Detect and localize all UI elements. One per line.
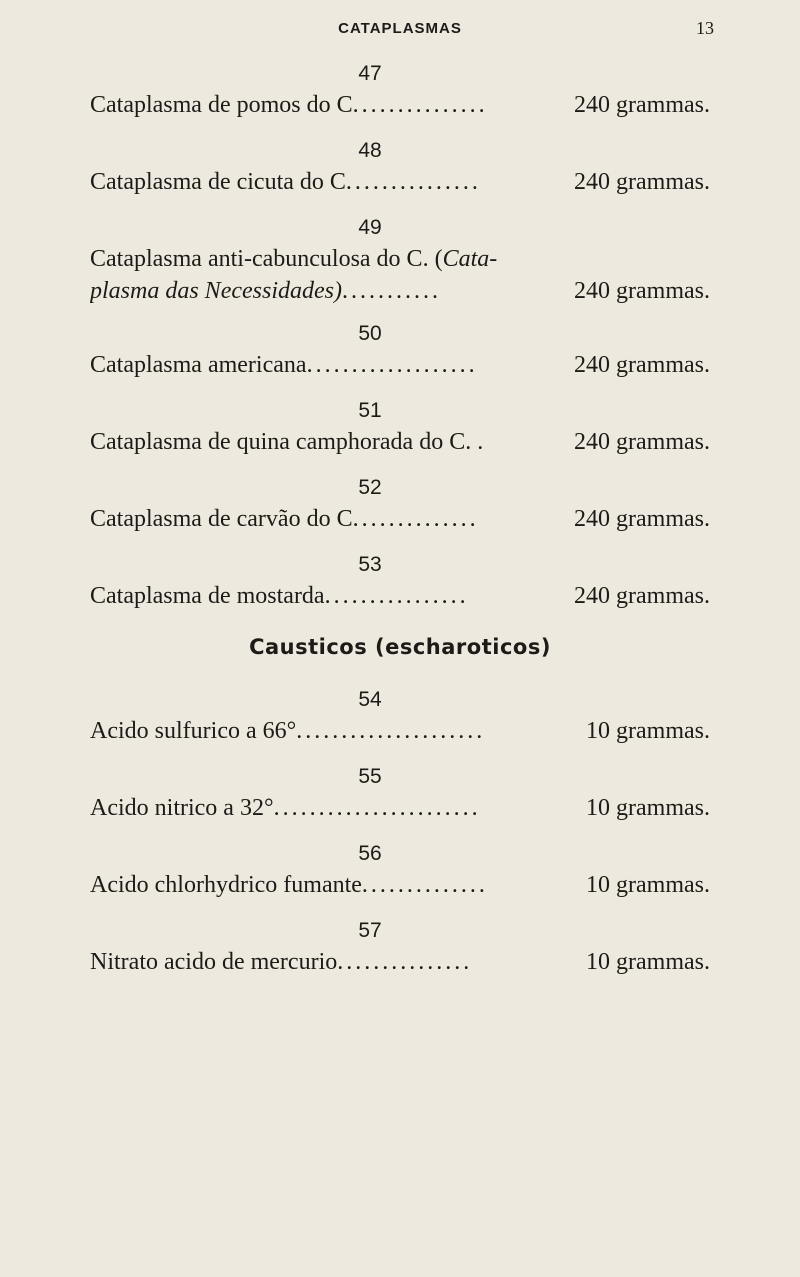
page-number: 13 (696, 18, 714, 38)
recipe-line (90, 352, 710, 386)
section-heading: Causticos (escharoticos) (249, 635, 551, 659)
recipe-entry (90, 399, 710, 476)
recipe-name: Cataplasma de cicuta do C (90, 169, 346, 195)
leader-dots: ............... (352, 92, 488, 118)
recipe-number: 47 (358, 62, 382, 85)
leader-dots: .............. (361, 872, 488, 898)
recipe-quantity: 10 grammas. (586, 949, 710, 975)
recipe-quantity: 10 grammas. (586, 718, 710, 744)
recipe-quantity: 240 grammas. (574, 278, 710, 304)
recipe-quantity: 240 grammas. (574, 169, 710, 195)
recipe-name: Nitrato acido de mercurio (90, 949, 338, 975)
recipe-number: 51 (358, 399, 382, 422)
recipe-name: Cataplasma de carvão do C (90, 506, 353, 532)
recipe-line (90, 949, 710, 983)
recipe-number: 55 (358, 765, 382, 788)
recipe-line (90, 278, 710, 312)
leader-dots: ................... (306, 352, 478, 378)
recipe-number: 53 (358, 553, 382, 576)
recipe-name: Acido nitrico a 32° (90, 795, 274, 821)
recipe-number: 48 (358, 139, 382, 162)
recipe-entry (90, 919, 710, 996)
recipe-number: 54 (358, 688, 382, 711)
recipe-name: Acido chlorhydrico fumante (90, 872, 362, 898)
recipe-line (90, 718, 710, 752)
leader-dots: ................ (324, 583, 469, 609)
running-title: CATAPLASMAS (338, 20, 462, 37)
leader-dots: ............... (345, 169, 481, 195)
recipe-entry (90, 216, 710, 322)
leader-dots: ........... (341, 278, 441, 304)
recipe-line (90, 169, 710, 203)
recipe-entry (90, 476, 710, 553)
recipe-number: 56 (358, 842, 382, 865)
recipe-number: 57 (358, 919, 382, 942)
recipe-number: 52 (358, 476, 382, 499)
leader-dots: ....................... (273, 795, 481, 821)
recipe-quantity: 240 grammas. (574, 583, 710, 609)
recipe-list (90, 62, 710, 996)
recipe-entry (90, 322, 710, 399)
recipe-entry (90, 765, 710, 842)
recipe-quantity: 240 grammas. (574, 92, 710, 118)
recipe-line (90, 429, 710, 463)
recipe-name: Cataplasma americana (90, 352, 307, 378)
leader-dots: .............. (352, 506, 479, 532)
recipe-entry (90, 139, 710, 216)
recipe-name: Cataplasma anti-cabunculosa do C. ( (90, 246, 443, 272)
recipe-quantity: 240 grammas. (574, 429, 710, 455)
recipe-line (90, 583, 710, 617)
recipe-quantity: 240 grammas. (574, 506, 710, 532)
recipe-name: Cataplasma de mostarda (90, 583, 325, 609)
recipe-quantity: 10 grammas. (586, 795, 710, 821)
recipe-name-italic: plasma das Necessidades) (90, 278, 342, 304)
recipe-name: Cataplasma de quina camphorada do C. . (90, 429, 484, 455)
recipe-entry (90, 688, 710, 765)
recipe-quantity: 10 grammas. (586, 872, 710, 898)
recipe-name: Acido sulfurico a 66° (90, 718, 297, 744)
recipe-line (90, 92, 710, 126)
leader-dots: ..................... (296, 718, 486, 744)
recipe-name: Cataplasma de pomos do C (90, 92, 353, 118)
recipe-entry (90, 553, 710, 630)
recipe-entry (90, 62, 710, 139)
recipe-number: 49 (358, 216, 382, 239)
recipe-line (90, 506, 710, 540)
recipe-line (90, 795, 710, 829)
recipe-line (90, 246, 710, 273)
leader-dots: ............... (337, 949, 473, 975)
recipe-number: 50 (358, 322, 382, 345)
recipe-name-italic: Cata- (442, 246, 498, 272)
recipe-line (90, 872, 710, 906)
page-header (0, 20, 800, 44)
recipe-entry (90, 842, 710, 919)
recipe-quantity: 240 grammas. (574, 352, 710, 378)
